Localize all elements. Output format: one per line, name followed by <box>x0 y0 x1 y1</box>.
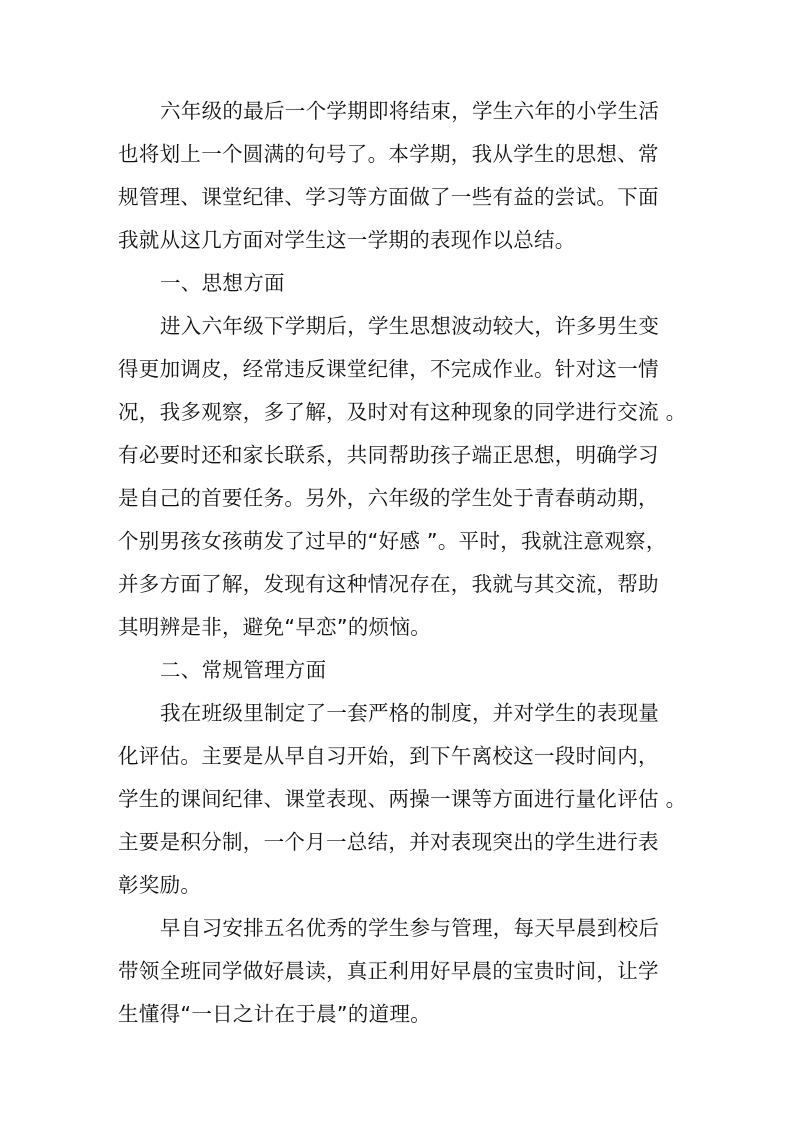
text-line: 个别男孩女孩萌发了过早的“好感 ”。平时，我就注意观察， <box>118 529 667 553</box>
text-line: 带领全班同学做好晨读，真正利用好早晨的宝贵时间，让学 <box>118 959 659 983</box>
text-line: 我在班级里制定了一套严格的制度，并对学生的表现量 <box>160 701 660 725</box>
section-heading: 一、思想方面 <box>160 271 285 295</box>
text-line: 进入六年级下学期后，学生思想波动较大，许多男生变 <box>160 314 660 338</box>
text-line: 是自己的首要任务。另外，六年级的学生处于青春萌动期， <box>118 486 659 510</box>
text-line: 彰奖励。 <box>118 873 202 897</box>
text-line: 有必要时还和家长联系，共同帮助孩子端正思想，明确学习 <box>118 443 659 467</box>
text-line: 生懂得“一日之计在于晨”的道理。 <box>118 1002 432 1026</box>
text-line: 得更加调皮，经常违反课堂纪律，不完成作业。针对这一情 <box>118 357 659 381</box>
text-line: 并多方面了解，发现有这种情况存在，我就与其交流，帮助 <box>118 572 659 596</box>
section-heading: 二、常规管理方面 <box>160 658 327 682</box>
text-line: 六年级的最后一个学期即将结束，学生六年的小学生活 <box>160 99 660 123</box>
text-line: 主要是积分制，一个月一总结，并对表现突出的学生进行表 <box>118 830 659 854</box>
text-line: 早自习安排五名优秀的学生参与管理，每天早晨到校后 <box>160 916 660 940</box>
text-line: 我就从这几方面对学生这一学期的表现作以总结。 <box>118 228 576 252</box>
text-line: 也将划上一个圆满的句号了。本学期，我从学生的思想、常 <box>118 142 659 166</box>
text-line: 学生的课间纪律、课堂表现、两操一课等方面进行量化评估 。 <box>118 787 687 811</box>
text-line: 规管理、课堂纪律、学习等方面做了一些有益的尝试。下面 <box>118 185 659 209</box>
text-line: 况，我多观察，多了解，及时对有这种现象的同学进行交流 。 <box>118 400 687 424</box>
text-line: 其明辨是非，避免“早恋”的烦恼。 <box>118 615 432 639</box>
text-line: 化评估。主要是从早自习开始，到下午离校这一段时间内， <box>118 744 659 768</box>
